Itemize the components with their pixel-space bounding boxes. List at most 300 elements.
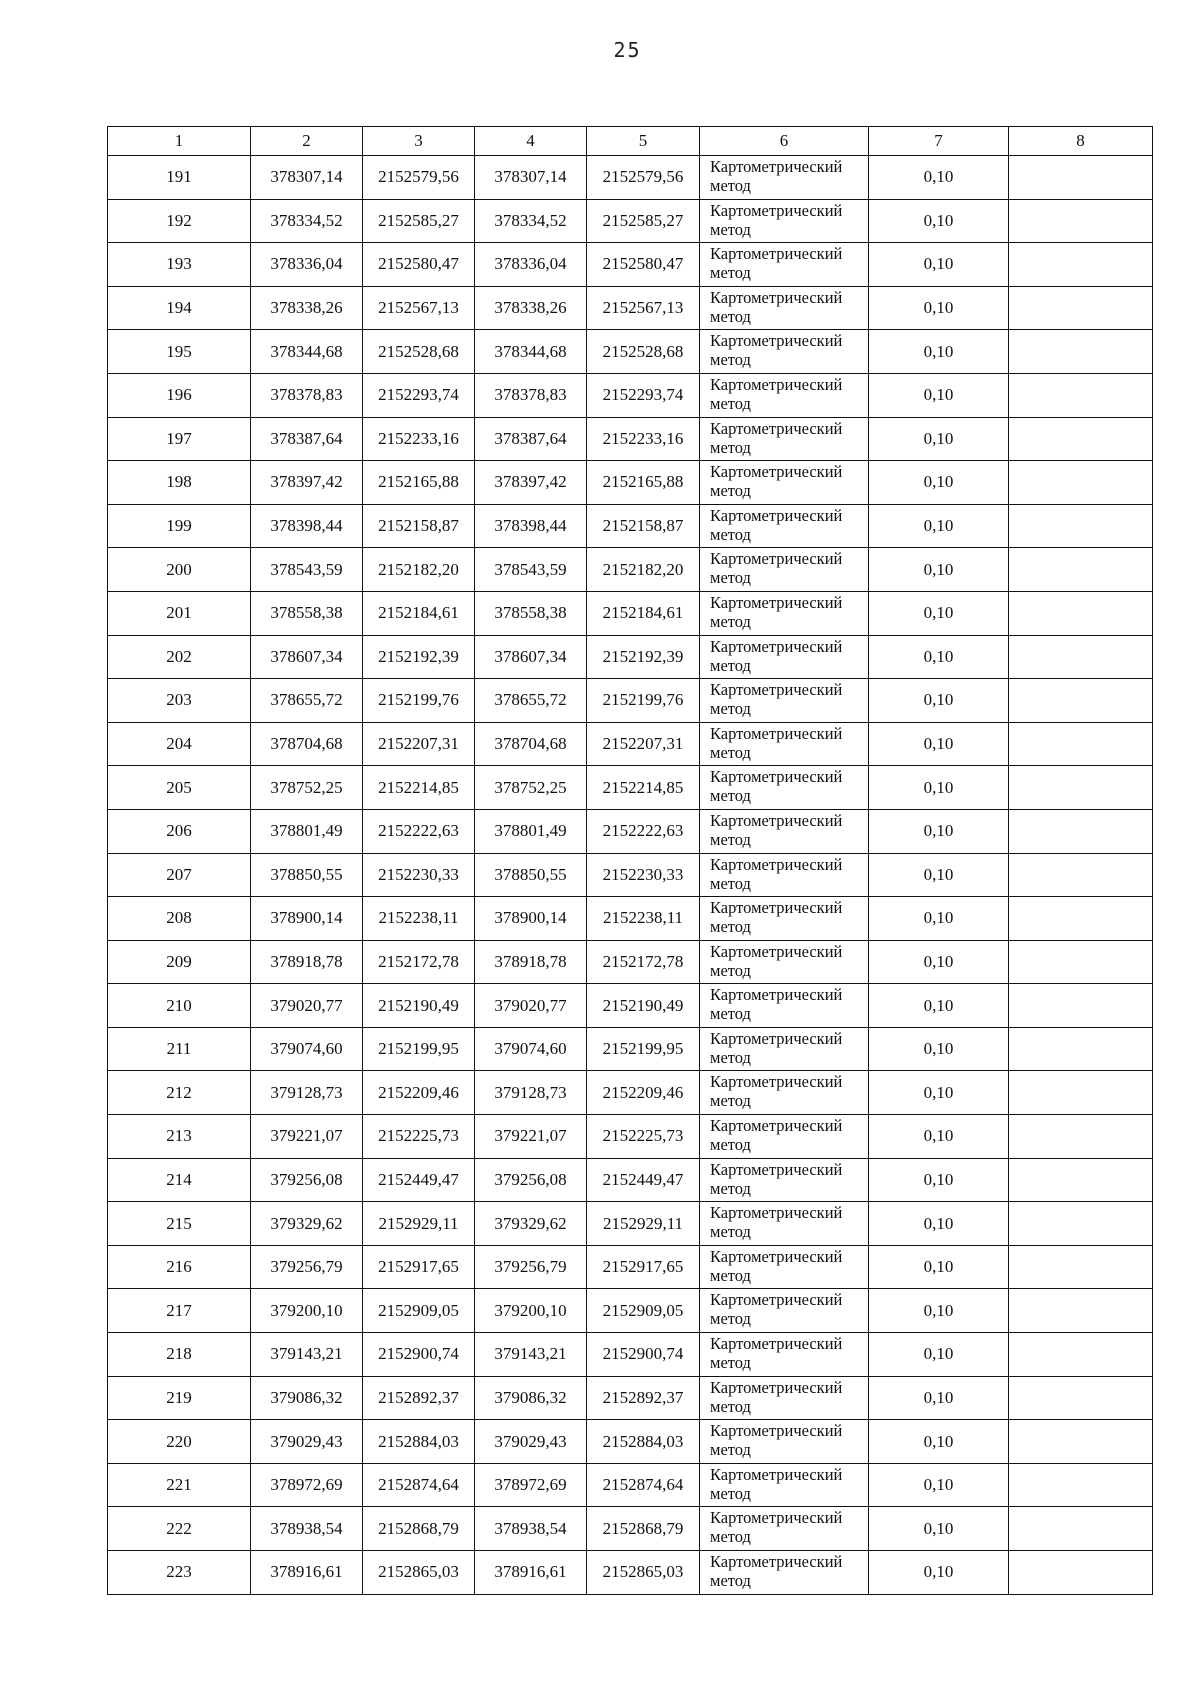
- cell-x-coordinate-new: 379074,60: [475, 1027, 587, 1071]
- cell-accuracy: 0,10: [869, 243, 1009, 287]
- cell-accuracy: 0,10: [869, 897, 1009, 941]
- cell-point-number: 221: [108, 1463, 251, 1507]
- method-text-line: Картометрический: [710, 418, 843, 438]
- table-row: [108, 984, 1153, 1028]
- cell-x-coordinate-old: 378801,49: [251, 809, 363, 853]
- method-text-line: метод: [710, 176, 751, 195]
- method-text-line: Картометрический: [710, 680, 843, 700]
- cell-x-coordinate-old: 379020,77: [251, 984, 363, 1028]
- table-row: [108, 809, 1153, 853]
- method-text-line: Картометрический: [710, 1508, 843, 1528]
- cell-y-coordinate-new: 2152868,79: [587, 1507, 700, 1551]
- method-text-line: Картометрический: [710, 1072, 843, 1092]
- cell-x-coordinate-new: 378558,38: [475, 591, 587, 635]
- method-text-line: метод: [710, 1571, 751, 1590]
- cell-x-coordinate-old: 378704,68: [251, 722, 363, 766]
- cell-x-coordinate-old: 378387,64: [251, 417, 363, 461]
- cell-y-coordinate-old: 2152579,56: [363, 156, 475, 200]
- method-text-line: метод: [710, 829, 751, 849]
- cell-x-coordinate-new: 378398,44: [475, 504, 587, 548]
- cell-method: [700, 1202, 869, 1246]
- cell-method: [700, 199, 869, 243]
- cell-method: [700, 243, 869, 287]
- cell-y-coordinate-old: 2152172,78: [363, 940, 475, 984]
- cell-x-coordinate-old: 378344,68: [251, 330, 363, 374]
- cell-method: [700, 591, 869, 635]
- cell-point-number: 211: [108, 1027, 251, 1071]
- method-text-line: Картометрический: [710, 331, 843, 351]
- cell-accuracy: 0,10: [869, 330, 1009, 374]
- cell-x-coordinate-old: 378752,25: [251, 766, 363, 810]
- cell-y-coordinate-old: 2152884,03: [363, 1420, 475, 1464]
- method-text-line: метод: [710, 263, 751, 283]
- cell-y-coordinate-new: 2152199,76: [587, 679, 700, 723]
- cell-accuracy: 0,10: [869, 1027, 1009, 1071]
- cell-y-coordinate-new: 2152230,33: [587, 853, 700, 897]
- column-header-5: 5: [587, 127, 700, 156]
- table-row: [108, 1507, 1153, 1551]
- table-row: [108, 286, 1153, 330]
- table-row: [108, 1551, 1153, 1595]
- cell-note: [1009, 1202, 1153, 1246]
- method-text-line: Картометрический: [710, 1290, 843, 1310]
- method-text-line: Картометрический: [710, 854, 843, 874]
- method-text-line: метод: [710, 481, 751, 501]
- method-text-line: Картометрический: [710, 767, 843, 787]
- cell-x-coordinate-new: 379029,43: [475, 1420, 587, 1464]
- cell-point-number: 216: [108, 1245, 251, 1289]
- cell-note: [1009, 635, 1153, 679]
- table-row: [108, 591, 1153, 635]
- cell-y-coordinate-new: 2152190,49: [587, 984, 700, 1028]
- cell-y-coordinate-new: 2152184,61: [587, 591, 700, 635]
- method-text-line: Картометрический: [710, 462, 843, 482]
- cell-point-number: 192: [108, 199, 251, 243]
- cell-point-number: 199: [108, 504, 251, 548]
- cell-y-coordinate-new: 2152209,46: [587, 1071, 700, 1115]
- cell-y-coordinate-old: 2152184,61: [363, 591, 475, 635]
- cell-accuracy: 0,10: [869, 1071, 1009, 1115]
- cell-accuracy: 0,10: [869, 853, 1009, 897]
- cell-note: [1009, 330, 1153, 374]
- cell-method: [700, 1245, 869, 1289]
- cell-y-coordinate-old: 2152238,11: [363, 897, 475, 941]
- cell-y-coordinate-old: 2152874,64: [363, 1463, 475, 1507]
- cell-y-coordinate-new: 2152580,47: [587, 243, 700, 287]
- method-text-line: Картометрический: [710, 1334, 843, 1354]
- cell-y-coordinate-new: 2152172,78: [587, 940, 700, 984]
- cell-x-coordinate-new: 378378,83: [475, 373, 587, 417]
- cell-method: [700, 853, 869, 897]
- method-text-line: метод: [710, 655, 751, 675]
- cell-note: [1009, 548, 1153, 592]
- cell-accuracy: 0,10: [869, 809, 1009, 853]
- cell-y-coordinate-new: 2152929,11: [587, 1202, 700, 1246]
- cell-point-number: 213: [108, 1115, 251, 1159]
- method-text-line: Картометрический: [710, 1203, 843, 1223]
- cell-method: [700, 897, 869, 941]
- cell-y-coordinate-new: 2152585,27: [587, 199, 700, 243]
- cell-method: [700, 722, 869, 766]
- cell-accuracy: 0,10: [869, 635, 1009, 679]
- method-text-line: метод: [710, 1396, 751, 1416]
- cell-method: [700, 1551, 869, 1595]
- method-text-line: метод: [710, 1222, 751, 1242]
- cell-y-coordinate-old: 2152207,31: [363, 722, 475, 766]
- cell-accuracy: 0,10: [869, 766, 1009, 810]
- cell-y-coordinate-old: 2152214,85: [363, 766, 475, 810]
- cell-point-number: 203: [108, 679, 251, 723]
- cell-x-coordinate-new: 379256,08: [475, 1158, 587, 1202]
- cell-x-coordinate-old: 378558,38: [251, 591, 363, 635]
- cell-accuracy: 0,10: [869, 461, 1009, 505]
- column-header-8: 8: [1009, 127, 1153, 156]
- cell-method: [700, 417, 869, 461]
- cell-y-coordinate-old: 2152528,68: [363, 330, 475, 374]
- cell-x-coordinate-new: 378801,49: [475, 809, 587, 853]
- cell-y-coordinate-new: 2152192,39: [587, 635, 700, 679]
- cell-method: [700, 548, 869, 592]
- cell-y-coordinate-old: 2152865,03: [363, 1551, 475, 1595]
- cell-y-coordinate-old: 2152222,63: [363, 809, 475, 853]
- table-row: [108, 417, 1153, 461]
- cell-x-coordinate-old: 378397,42: [251, 461, 363, 505]
- cell-x-coordinate-new: 378918,78: [475, 940, 587, 984]
- cell-note: [1009, 373, 1153, 417]
- method-text-line: Картометрический: [710, 592, 843, 612]
- method-text-line: Картометрический: [710, 374, 843, 394]
- cell-accuracy: 0,10: [869, 984, 1009, 1028]
- cell-accuracy: 0,10: [869, 1202, 1009, 1246]
- cell-accuracy: 0,10: [869, 1376, 1009, 1420]
- cell-y-coordinate-old: 2152868,79: [363, 1507, 475, 1551]
- cell-y-coordinate-new: 2152900,74: [587, 1333, 700, 1377]
- cell-point-number: 209: [108, 940, 251, 984]
- method-text-line: Картометрический: [710, 898, 843, 918]
- cell-x-coordinate-old: 378918,78: [251, 940, 363, 984]
- cell-x-coordinate-old: 378916,61: [251, 1551, 363, 1595]
- cell-method: [700, 679, 869, 723]
- cell-x-coordinate-new: 379020,77: [475, 984, 587, 1028]
- method-text-line: метод: [710, 219, 751, 239]
- cell-point-number: 218: [108, 1333, 251, 1377]
- table-row: [108, 548, 1153, 592]
- cell-method: [700, 1071, 869, 1115]
- table-row: [108, 1289, 1153, 1333]
- cell-x-coordinate-new: 379329,62: [475, 1202, 587, 1246]
- method-text-line: метод: [710, 437, 751, 457]
- cell-x-coordinate-new: 378972,69: [475, 1463, 587, 1507]
- table-row: [108, 1463, 1153, 1507]
- method-text-line: Картометрический: [710, 723, 843, 743]
- cell-method: [700, 1507, 869, 1551]
- method-text-line: метод: [710, 1483, 751, 1503]
- method-text-line: Картометрический: [710, 1246, 843, 1266]
- cell-note: [1009, 461, 1153, 505]
- column-header-2: 2: [251, 127, 363, 156]
- method-text-line: метод: [710, 1265, 751, 1285]
- cell-accuracy: 0,10: [869, 504, 1009, 548]
- cell-y-coordinate-new: 2152909,05: [587, 1289, 700, 1333]
- cell-point-number: 197: [108, 417, 251, 461]
- column-header-3: 3: [363, 127, 475, 156]
- cell-note: [1009, 1245, 1153, 1289]
- method-text-line: метод: [710, 1047, 751, 1067]
- cell-method: [700, 809, 869, 853]
- cell-accuracy: 0,10: [869, 286, 1009, 330]
- cell-point-number: 194: [108, 286, 251, 330]
- cell-y-coordinate-new: 2152214,85: [587, 766, 700, 810]
- method-text-line: Картометрический: [710, 244, 843, 264]
- cell-y-coordinate-new: 2152233,16: [587, 417, 700, 461]
- cell-x-coordinate-old: 378543,59: [251, 548, 363, 592]
- cell-note: [1009, 897, 1153, 941]
- cell-y-coordinate-new: 2152917,65: [587, 1245, 700, 1289]
- cell-method: [700, 984, 869, 1028]
- table-row: [108, 722, 1153, 766]
- cell-note: [1009, 504, 1153, 548]
- method-text-line: Картометрический: [710, 1552, 843, 1571]
- cell-y-coordinate-old: 2152580,47: [363, 243, 475, 287]
- cell-y-coordinate-old: 2152225,73: [363, 1115, 475, 1159]
- cell-x-coordinate-new: 378336,04: [475, 243, 587, 287]
- cell-x-coordinate-new: 378397,42: [475, 461, 587, 505]
- cell-method: [700, 1420, 869, 1464]
- cell-x-coordinate-old: 378338,26: [251, 286, 363, 330]
- cell-note: [1009, 1071, 1153, 1115]
- cell-y-coordinate-old: 2152917,65: [363, 1245, 475, 1289]
- cell-accuracy: 0,10: [869, 591, 1009, 635]
- cell-accuracy: 0,10: [869, 679, 1009, 723]
- cell-y-coordinate-old: 2152909,05: [363, 1289, 475, 1333]
- cell-x-coordinate-old: 379086,32: [251, 1376, 363, 1420]
- cell-y-coordinate-old: 2152449,47: [363, 1158, 475, 1202]
- cell-x-coordinate-old: 379143,21: [251, 1333, 363, 1377]
- cell-x-coordinate-new: 378704,68: [475, 722, 587, 766]
- cell-note: [1009, 1551, 1153, 1595]
- cell-x-coordinate-new: 379200,10: [475, 1289, 587, 1333]
- method-text-line: Картометрический: [710, 287, 843, 307]
- cell-y-coordinate-old: 2152293,74: [363, 373, 475, 417]
- cell-point-number: 206: [108, 809, 251, 853]
- cell-y-coordinate-old: 2152158,87: [363, 504, 475, 548]
- table-row: [108, 635, 1153, 679]
- cell-point-number: 191: [108, 156, 251, 200]
- method-text-line: метод: [710, 568, 751, 588]
- cell-x-coordinate-old: 378307,14: [251, 156, 363, 200]
- table-row: [108, 1245, 1153, 1289]
- method-text-line: метод: [710, 350, 751, 370]
- cell-note: [1009, 809, 1153, 853]
- cell-note: [1009, 417, 1153, 461]
- table-row: [108, 461, 1153, 505]
- cell-point-number: 198: [108, 461, 251, 505]
- cell-x-coordinate-new: 378752,25: [475, 766, 587, 810]
- method-text-line: Картометрический: [710, 505, 843, 525]
- cell-accuracy: 0,10: [869, 1115, 1009, 1159]
- cell-accuracy: 0,10: [869, 417, 1009, 461]
- cell-y-coordinate-old: 2152192,39: [363, 635, 475, 679]
- cell-point-number: 214: [108, 1158, 251, 1202]
- column-header-6: 6: [700, 127, 869, 156]
- table-row: [108, 897, 1153, 941]
- cell-method: [700, 940, 869, 984]
- cell-method: [700, 1333, 869, 1377]
- cell-y-coordinate-new: 2152199,95: [587, 1027, 700, 1071]
- method-text-line: Картометрический: [710, 1464, 843, 1484]
- cell-note: [1009, 1027, 1153, 1071]
- method-text-line: Картометрический: [710, 200, 843, 220]
- cell-note: [1009, 1463, 1153, 1507]
- table-row: [108, 1376, 1153, 1420]
- cell-y-coordinate-old: 2152199,76: [363, 679, 475, 723]
- cell-method: [700, 1289, 869, 1333]
- cell-x-coordinate-new: 378334,52: [475, 199, 587, 243]
- cell-note: [1009, 722, 1153, 766]
- cell-y-coordinate-new: 2152884,03: [587, 1420, 700, 1464]
- page-number: 25: [613, 38, 642, 62]
- cell-y-coordinate-new: 2152449,47: [587, 1158, 700, 1202]
- method-text-line: Картометрический: [710, 1116, 843, 1136]
- cell-y-coordinate-new: 2152165,88: [587, 461, 700, 505]
- cell-x-coordinate-old: 378850,55: [251, 853, 363, 897]
- cell-note: [1009, 1507, 1153, 1551]
- table-row: [108, 1027, 1153, 1071]
- table-row: [108, 1115, 1153, 1159]
- cell-accuracy: 0,10: [869, 940, 1009, 984]
- cell-point-number: 210: [108, 984, 251, 1028]
- cell-x-coordinate-new: 379256,79: [475, 1245, 587, 1289]
- cell-x-coordinate-old: 378607,34: [251, 635, 363, 679]
- cell-point-number: 220: [108, 1420, 251, 1464]
- table-row: [108, 373, 1153, 417]
- table-header: [108, 127, 1153, 156]
- cell-method: [700, 1158, 869, 1202]
- cell-y-coordinate-new: 2152892,37: [587, 1376, 700, 1420]
- cell-y-coordinate-new: 2152207,31: [587, 722, 700, 766]
- cell-point-number: 207: [108, 853, 251, 897]
- cell-x-coordinate-old: 378655,72: [251, 679, 363, 723]
- cell-method: [700, 766, 869, 810]
- table-row: [108, 1202, 1153, 1246]
- table-row: [108, 1071, 1153, 1115]
- cell-method: [700, 504, 869, 548]
- table-row: [108, 504, 1153, 548]
- method-text-line: метод: [710, 1527, 751, 1547]
- cell-x-coordinate-new: 379128,73: [475, 1071, 587, 1115]
- cell-accuracy: 0,10: [869, 548, 1009, 592]
- cell-method: [700, 1027, 869, 1071]
- cell-method: [700, 635, 869, 679]
- cell-accuracy: 0,10: [869, 722, 1009, 766]
- method-text-line: Картометрический: [710, 1159, 843, 1179]
- method-text-line: метод: [710, 1309, 751, 1329]
- method-text-line: Картометрический: [710, 1421, 843, 1441]
- method-text-line: метод: [710, 1091, 751, 1111]
- cell-y-coordinate-old: 2152233,16: [363, 417, 475, 461]
- header-row: [108, 127, 1153, 156]
- cell-note: [1009, 853, 1153, 897]
- cell-accuracy: 0,10: [869, 199, 1009, 243]
- cell-accuracy: 0,10: [869, 1420, 1009, 1464]
- cell-note: [1009, 1333, 1153, 1377]
- cell-point-number: 215: [108, 1202, 251, 1246]
- cell-x-coordinate-new: 378850,55: [475, 853, 587, 897]
- method-text-line: метод: [710, 917, 751, 937]
- cell-x-coordinate-new: 378344,68: [475, 330, 587, 374]
- method-text-line: метод: [710, 960, 751, 980]
- cell-accuracy: 0,10: [869, 1463, 1009, 1507]
- cell-x-coordinate-new: 378543,59: [475, 548, 587, 592]
- method-text-line: метод: [710, 524, 751, 544]
- method-text-line: метод: [710, 393, 751, 413]
- cell-x-coordinate-old: 378972,69: [251, 1463, 363, 1507]
- table-row: [108, 1420, 1153, 1464]
- cell-point-number: 204: [108, 722, 251, 766]
- cell-y-coordinate-new: 2152158,87: [587, 504, 700, 548]
- cell-point-number: 200: [108, 548, 251, 592]
- method-text-line: метод: [710, 1004, 751, 1024]
- cell-x-coordinate-old: 379221,07: [251, 1115, 363, 1159]
- cell-point-number: 222: [108, 1507, 251, 1551]
- cell-x-coordinate-old: 379256,08: [251, 1158, 363, 1202]
- cell-y-coordinate-old: 2152209,46: [363, 1071, 475, 1115]
- cell-point-number: 193: [108, 243, 251, 287]
- cell-x-coordinate-old: 379200,10: [251, 1289, 363, 1333]
- cell-note: [1009, 679, 1153, 723]
- method-text-line: метод: [710, 699, 751, 719]
- cell-note: [1009, 940, 1153, 984]
- column-header-7: 7: [869, 127, 1009, 156]
- cell-y-coordinate-new: 2152567,13: [587, 286, 700, 330]
- table-row: [108, 679, 1153, 723]
- cell-point-number: 219: [108, 1376, 251, 1420]
- cell-y-coordinate-new: 2152874,64: [587, 1463, 700, 1507]
- cell-point-number: 217: [108, 1289, 251, 1333]
- method-text-line: метод: [710, 1135, 751, 1155]
- table-row: [108, 156, 1153, 200]
- cell-x-coordinate-new: 378607,34: [475, 635, 587, 679]
- method-text-line: Картометрический: [710, 941, 843, 961]
- cell-x-coordinate-new: 379086,32: [475, 1376, 587, 1420]
- cell-note: [1009, 1115, 1153, 1159]
- cell-y-coordinate-old: 2152892,37: [363, 1376, 475, 1420]
- method-text-line: метод: [710, 306, 751, 326]
- cell-y-coordinate-new: 2152225,73: [587, 1115, 700, 1159]
- cell-method: [700, 373, 869, 417]
- cell-point-number: 196: [108, 373, 251, 417]
- cell-accuracy: 0,10: [869, 1507, 1009, 1551]
- method-text-line: метод: [710, 786, 751, 806]
- cell-accuracy: 0,10: [869, 1245, 1009, 1289]
- cell-y-coordinate-old: 2152929,11: [363, 1202, 475, 1246]
- cell-method: [700, 286, 869, 330]
- cell-method: [700, 1115, 869, 1159]
- cell-note: [1009, 1158, 1153, 1202]
- cell-note: [1009, 156, 1153, 200]
- cell-y-coordinate-new: 2152293,74: [587, 373, 700, 417]
- cell-y-coordinate-new: 2152865,03: [587, 1551, 700, 1595]
- cell-x-coordinate-old: 379128,73: [251, 1071, 363, 1115]
- cell-method: [700, 461, 869, 505]
- cell-point-number: 208: [108, 897, 251, 941]
- method-text-line: Картометрический: [710, 985, 843, 1005]
- method-text-line: Картометрический: [710, 1377, 843, 1397]
- cell-x-coordinate-old: 378900,14: [251, 897, 363, 941]
- cell-y-coordinate-new: 2152528,68: [587, 330, 700, 374]
- cell-x-coordinate-old: 379074,60: [251, 1027, 363, 1071]
- method-text-line: Картометрический: [710, 157, 843, 176]
